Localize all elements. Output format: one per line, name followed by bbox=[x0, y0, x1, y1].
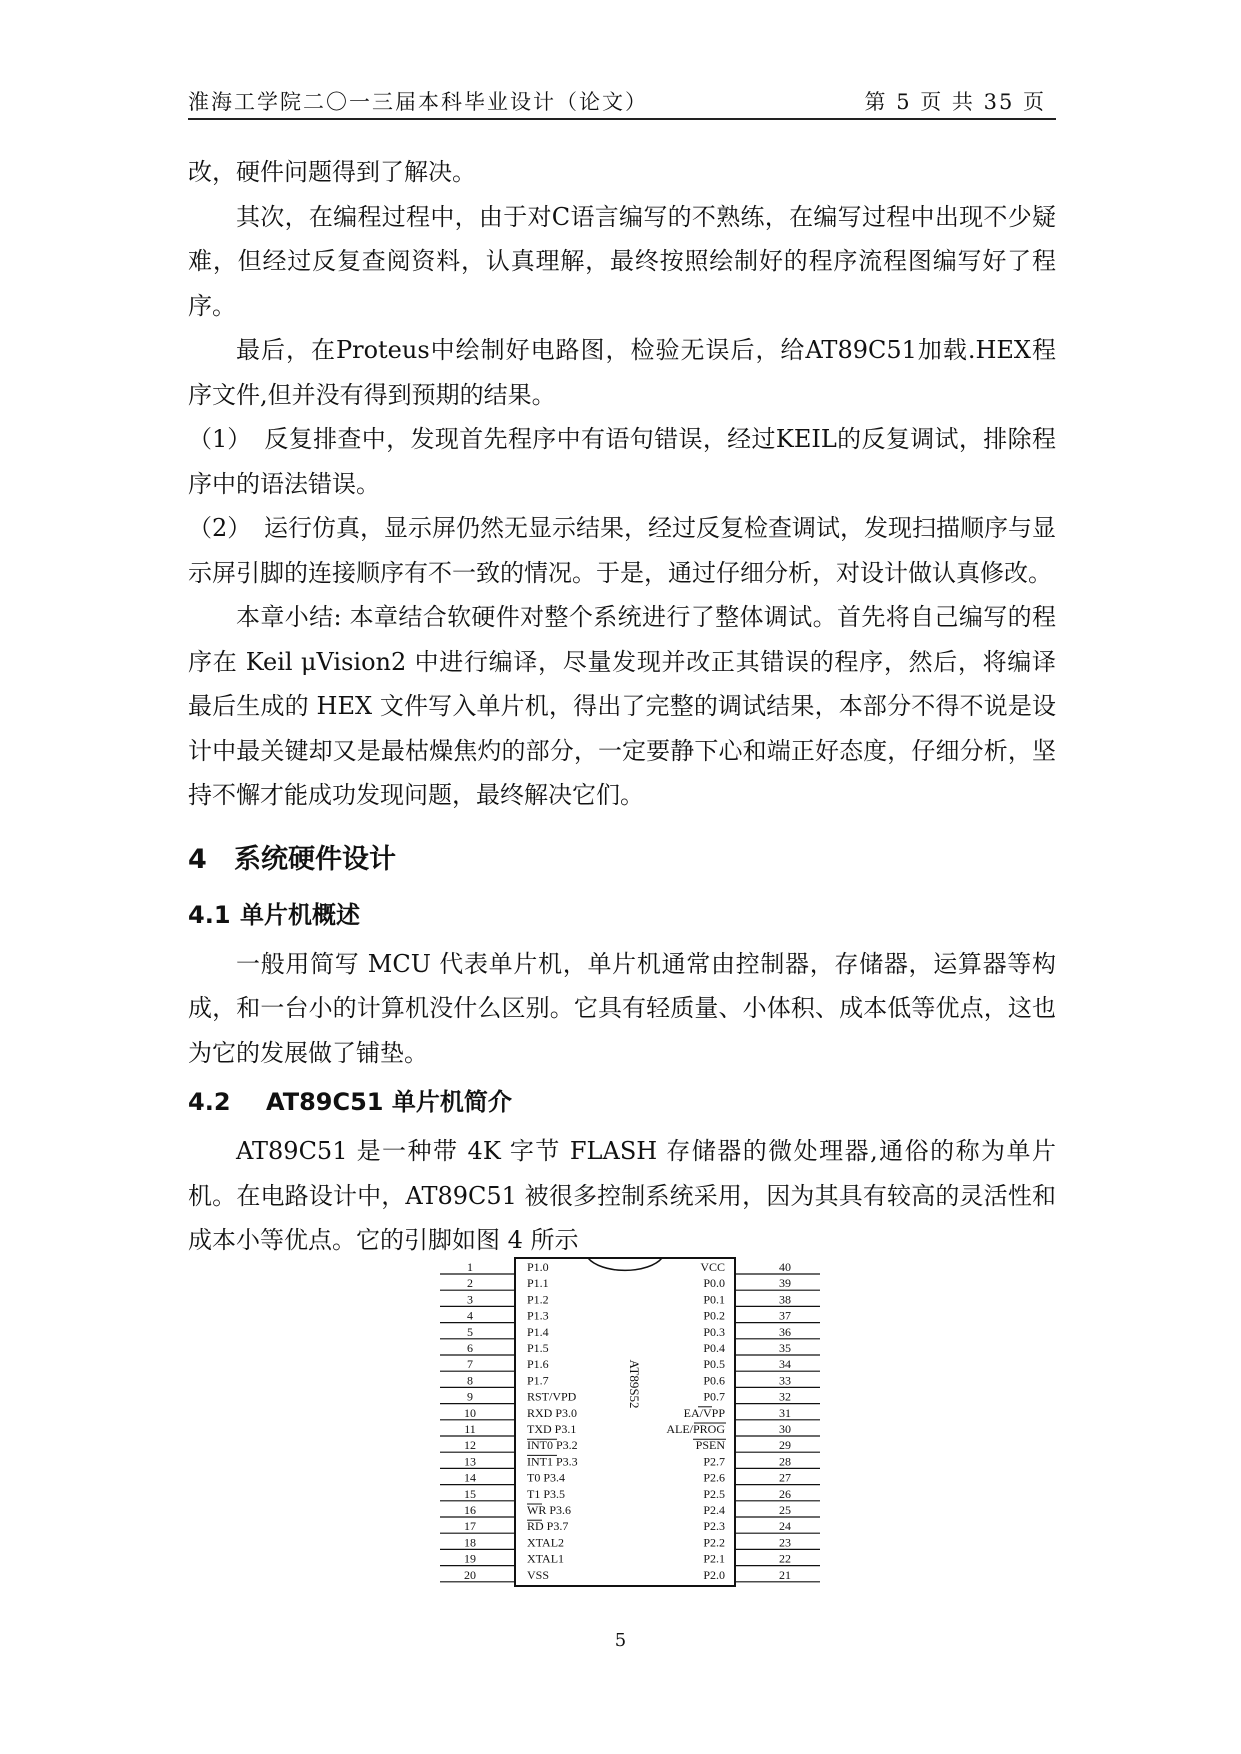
page-number: 5 bbox=[614, 1630, 627, 1651]
pin-number: 13 bbox=[464, 1454, 476, 1469]
pin-name: P1.1 bbox=[527, 1276, 549, 1291]
pin-name: ALE/PROG bbox=[666, 1422, 725, 1436]
pin-name: WR P3.6 bbox=[527, 1503, 572, 1517]
pin-name: RST/VPD bbox=[527, 1389, 577, 1404]
pin-name: P0.0 bbox=[703, 1276, 725, 1291]
subsection-heading bbox=[188, 1075, 1056, 1129]
pin-number: 15 bbox=[464, 1486, 476, 1501]
pin-number: 4 bbox=[467, 1308, 473, 1323]
page-header bbox=[188, 84, 1056, 120]
pin-name: P0.3 bbox=[703, 1324, 725, 1339]
page-content bbox=[188, 150, 1056, 1263]
pin-name: EA/VPP bbox=[683, 1405, 725, 1420]
pin-name: P1.2 bbox=[527, 1292, 549, 1307]
paragraph: 一般用简写 MCU 代表单片机，单片机通常由控制器，存储器，运算器等构成，和一台小的计算机没什么区别。它具有轻质量、小体积、成本低等优点，这也为它的发展做了铺垫。 bbox=[188, 949, 1056, 1067]
paragraph: 改，硬件问题得到了解决。 bbox=[188, 158, 476, 186]
pin-name: P1.6 bbox=[527, 1357, 549, 1372]
pin-name: P2.2 bbox=[703, 1535, 725, 1550]
pin-number: 25 bbox=[779, 1503, 791, 1517]
chip-label: AT89S52 bbox=[627, 1359, 642, 1409]
pinout-figure bbox=[440, 1252, 820, 1592]
pin-name: VSS bbox=[527, 1567, 550, 1582]
pin-number: 33 bbox=[779, 1373, 791, 1388]
pin-number: 9 bbox=[467, 1389, 473, 1404]
pin-name: P1.0 bbox=[527, 1260, 549, 1274]
pin-name: P2.5 bbox=[703, 1486, 725, 1501]
pin-name: P0.7 bbox=[703, 1389, 725, 1404]
pin-number: 19 bbox=[464, 1551, 476, 1566]
pin-number: 6 bbox=[467, 1341, 473, 1355]
pin-name: INT0 P3.2 bbox=[527, 1438, 578, 1453]
header-title: 淮海工学院二〇一三届本科毕业设计（论文） bbox=[188, 90, 648, 114]
pin-number: 28 bbox=[779, 1454, 791, 1469]
pin-number: 17 bbox=[464, 1519, 476, 1534]
pin-number: 34 bbox=[779, 1357, 791, 1372]
subsection-number: 4.2 bbox=[188, 1088, 231, 1116]
pin-number: 31 bbox=[779, 1405, 791, 1420]
pin-name: T0 P3.4 bbox=[527, 1470, 566, 1485]
pin-number: 11 bbox=[464, 1422, 476, 1436]
pin-number: 2 bbox=[467, 1276, 473, 1291]
pin-name: P1.7 bbox=[527, 1373, 549, 1388]
section-title: 系统硬件设计 bbox=[234, 843, 396, 875]
subsection-number: 4.1 bbox=[188, 900, 231, 929]
pin-name: TXD P3.1 bbox=[527, 1422, 577, 1436]
pin-name: P0.1 bbox=[703, 1292, 725, 1307]
list-number: （2） bbox=[188, 514, 252, 542]
pin-number: 40 bbox=[779, 1260, 791, 1274]
pin-name: P2.1 bbox=[703, 1551, 725, 1566]
paragraph: AT89C51 是一种带 4K 字节 FLASH 存储器的微处理器,通俗的称为单片机。在电路设计中，AT89C51 被很多控制系统采用，因为其具有较高的灵活性和成本小等优点。它的引脚如图 4 所示 bbox=[188, 1137, 1056, 1254]
pin-number: 7 bbox=[467, 1357, 473, 1372]
pin-name: P1.3 bbox=[527, 1308, 549, 1323]
pin-number: 8 bbox=[467, 1373, 473, 1388]
pin-number: 18 bbox=[464, 1535, 476, 1550]
pin-name: P0.6 bbox=[703, 1373, 725, 1388]
pin-number: 16 bbox=[464, 1503, 476, 1517]
pin-number: 26 bbox=[779, 1486, 791, 1501]
section-number: 4 bbox=[188, 843, 207, 875]
pin-number: 39 bbox=[779, 1276, 791, 1291]
list-text: 反复排查中，发现首先程序中有语句错误，经过KEIL的反复调试，排除程序中的语法错误。 bbox=[188, 425, 1056, 498]
pin-number: 23 bbox=[779, 1535, 791, 1550]
pinout-diagram bbox=[440, 1252, 820, 1592]
pin-name: RD P3.7 bbox=[527, 1519, 569, 1534]
pin-name: P2.0 bbox=[703, 1567, 725, 1582]
pin-number: 27 bbox=[779, 1470, 791, 1485]
pin-name: RXD P3.0 bbox=[527, 1405, 578, 1420]
pin-name: P0.2 bbox=[703, 1308, 725, 1323]
list-number: （1） bbox=[188, 425, 252, 453]
pin-name: P2.6 bbox=[703, 1470, 725, 1485]
pin-number: 30 bbox=[779, 1422, 791, 1436]
pin-name: VCC bbox=[700, 1260, 725, 1274]
pin-name: P2.4 bbox=[703, 1503, 725, 1517]
section-heading bbox=[188, 832, 1056, 888]
paragraph: 最后，在Proteus中绘制好电路图，检验无误后，给AT89C51加载.HEX程序文件,但并没有得到预期的结果。 bbox=[188, 336, 1056, 409]
pin-number: 32 bbox=[779, 1389, 791, 1404]
pin-number: 21 bbox=[779, 1567, 791, 1582]
pin-name: P1.5 bbox=[527, 1341, 549, 1355]
subsection-heading bbox=[188, 888, 1056, 942]
pin-number: 36 bbox=[779, 1324, 791, 1339]
pin-number: 35 bbox=[779, 1341, 791, 1355]
pin-name: XTAL1 bbox=[527, 1551, 565, 1566]
chapter-summary: 本章小结: 本章结合软硬件对整个系统进行了整体调试。首先将自己编写的程序在 Keil μVision2 中进行编译，尽量发现并改正其错误的程序，然后，将编译最后生成的 HEX 文件写入单片机，得出了完整的调试结果，本部分不得不说是设计中最关键却又是最枯燥焦灼的部分，一定要静下心和端正好态度，仔细分析，坚持不懈才能成功发现问题，最终解决它们。 bbox=[188, 603, 1056, 809]
list-text: 运行仿真，显示屏仍然无显示结果，经过反复检查调试，发现扫描顺序与显示屏引脚的连接顺序有不一致的情况。于是，通过仔细分析，对设计做认真修改。 bbox=[188, 514, 1056, 587]
list-item bbox=[188, 506, 1056, 595]
pin-number: 37 bbox=[779, 1308, 791, 1323]
pin-number: 5 bbox=[467, 1324, 473, 1339]
pin-name: P2.7 bbox=[703, 1454, 725, 1469]
pin-number: 1 bbox=[467, 1260, 473, 1274]
pin-number: 22 bbox=[779, 1551, 791, 1566]
subsection-title: AT89C51 单片机简介 bbox=[266, 1088, 512, 1116]
pin-name: PSEN bbox=[695, 1438, 725, 1453]
pin-name: P2.3 bbox=[703, 1519, 725, 1534]
pin-number: 14 bbox=[464, 1470, 476, 1485]
pin-number: 3 bbox=[467, 1292, 473, 1307]
paragraph: 其次，在编程过程中，由于对C语言编写的不熟练，在编写过程中出现不少疑难，但经过反复查阅资料，认真理解，最终按照绘制好的程序流程图编写好了程序。 bbox=[188, 202, 1056, 320]
pin-number: 20 bbox=[464, 1567, 476, 1582]
list-item bbox=[188, 417, 1056, 506]
pin-name: P0.4 bbox=[703, 1341, 725, 1355]
pin-number: 29 bbox=[779, 1438, 791, 1453]
pin-number: 12 bbox=[464, 1438, 476, 1453]
pin-name: T1 P3.5 bbox=[527, 1486, 566, 1501]
pin-number: 24 bbox=[779, 1519, 791, 1534]
pin-name: XTAL2 bbox=[527, 1535, 565, 1550]
pin-number: 38 bbox=[779, 1292, 791, 1307]
pin-name: P0.5 bbox=[703, 1357, 725, 1372]
chip-notch bbox=[588, 1258, 662, 1270]
subsection-title: 单片机概述 bbox=[240, 900, 360, 929]
header-page-info: 第 5 页 共 35 页 bbox=[864, 90, 1046, 114]
pin-name: P1.4 bbox=[527, 1324, 549, 1339]
pin-number: 10 bbox=[464, 1405, 476, 1420]
pin-name: INT1 P3.3 bbox=[527, 1454, 578, 1469]
